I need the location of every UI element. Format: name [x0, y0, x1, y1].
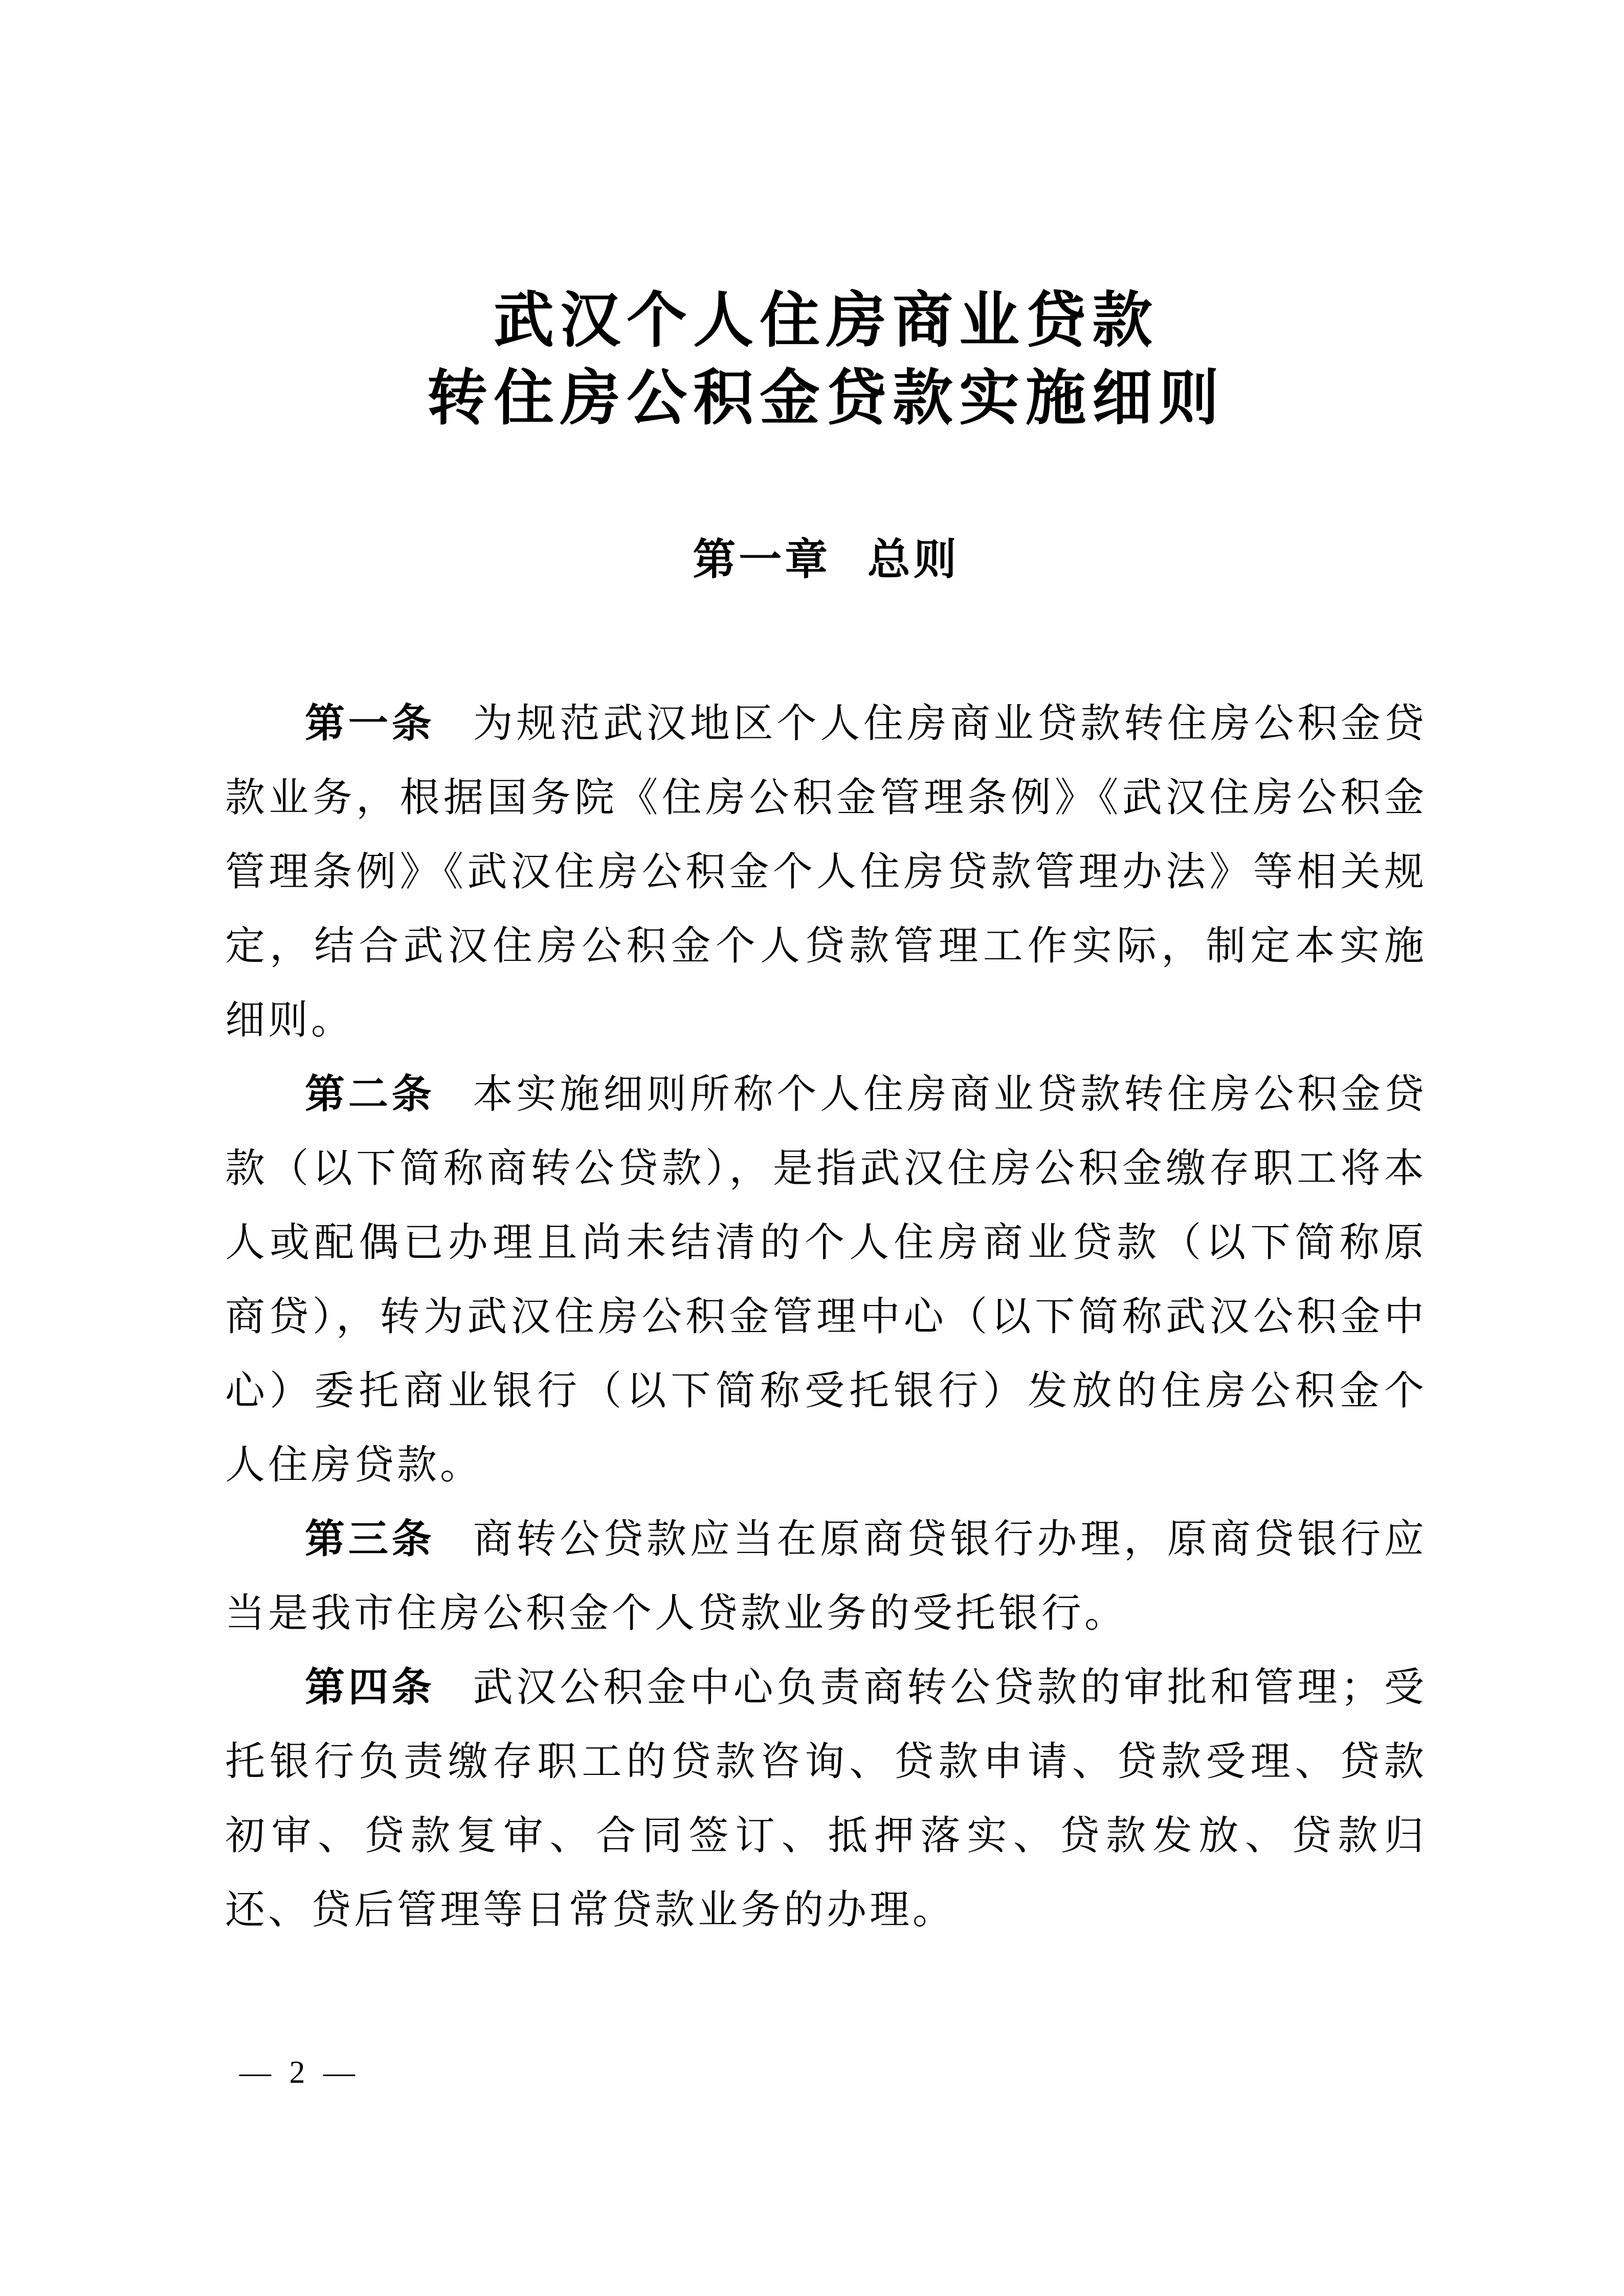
- article-3-text: 商转公贷款应当在原商贷银行办理，原商贷银行应当是我市住房公积金个人贷款业务的受托银行。: [225, 1517, 1427, 1635]
- article-4-text: 武汉公积金中心负责商转公贷款的审批和管理；受托银行负责缴存职工的贷款咨询、贷款申请、贷款受理、贷款初审、贷款复审、合同签订、抵押落实、贷款发放、贷款归还、贷后管理等日常贷款业务的办理。: [225, 1665, 1427, 1932]
- article-2: [225, 1057, 1427, 1502]
- chapter-heading: [225, 531, 1427, 588]
- article-2-label: 第二条: [305, 1071, 435, 1116]
- article-4-label: 第四条: [305, 1664, 435, 1709]
- article-2-text: 本实施细则所称个人住房商业贷款转住房公积金贷款（以下简称商转公贷款），是指武汉住房公积金缴存职工将本人或配偶已办理且尚未结清的个人住房商业贷款（以下简称原商贷），转为武汉住房公积金管理中心（以下简称武汉公积金中心）委托商业银行（以下简称受托银行）发放的住房公积金个人住房贷款。: [225, 1072, 1427, 1487]
- article-1: [225, 686, 1427, 1057]
- article-3-label: 第三条: [305, 1516, 435, 1561]
- article-4: [225, 1650, 1427, 1947]
- document-content: [0, 282, 1624, 1947]
- chapter-number: 第一章: [693, 535, 831, 583]
- article-1-label: 第一条: [305, 701, 435, 746]
- article-3: [225, 1502, 1427, 1650]
- document-title: [225, 282, 1427, 438]
- chapter-name: 总则: [867, 535, 960, 583]
- document-body: [225, 686, 1427, 1947]
- page-number: — 2 —: [239, 2055, 360, 2090]
- document-title-line-1: 武汉个人住房商业贷款: [493, 287, 1159, 354]
- article-1-text: 为规范武汉地区个人住房商业贷款转住房公积金贷款业务，根据国务院《住房公积金管理条例》《武汉住房公积金管理条例》《武汉住房公积金个人住房贷款管理办法》等相关规定，结合武汉住房公积金个人贷款管理工作实际，制定本实施细则。: [225, 701, 1427, 1042]
- document-title-line-2: 转住房公积金贷款实施细则: [427, 365, 1225, 432]
